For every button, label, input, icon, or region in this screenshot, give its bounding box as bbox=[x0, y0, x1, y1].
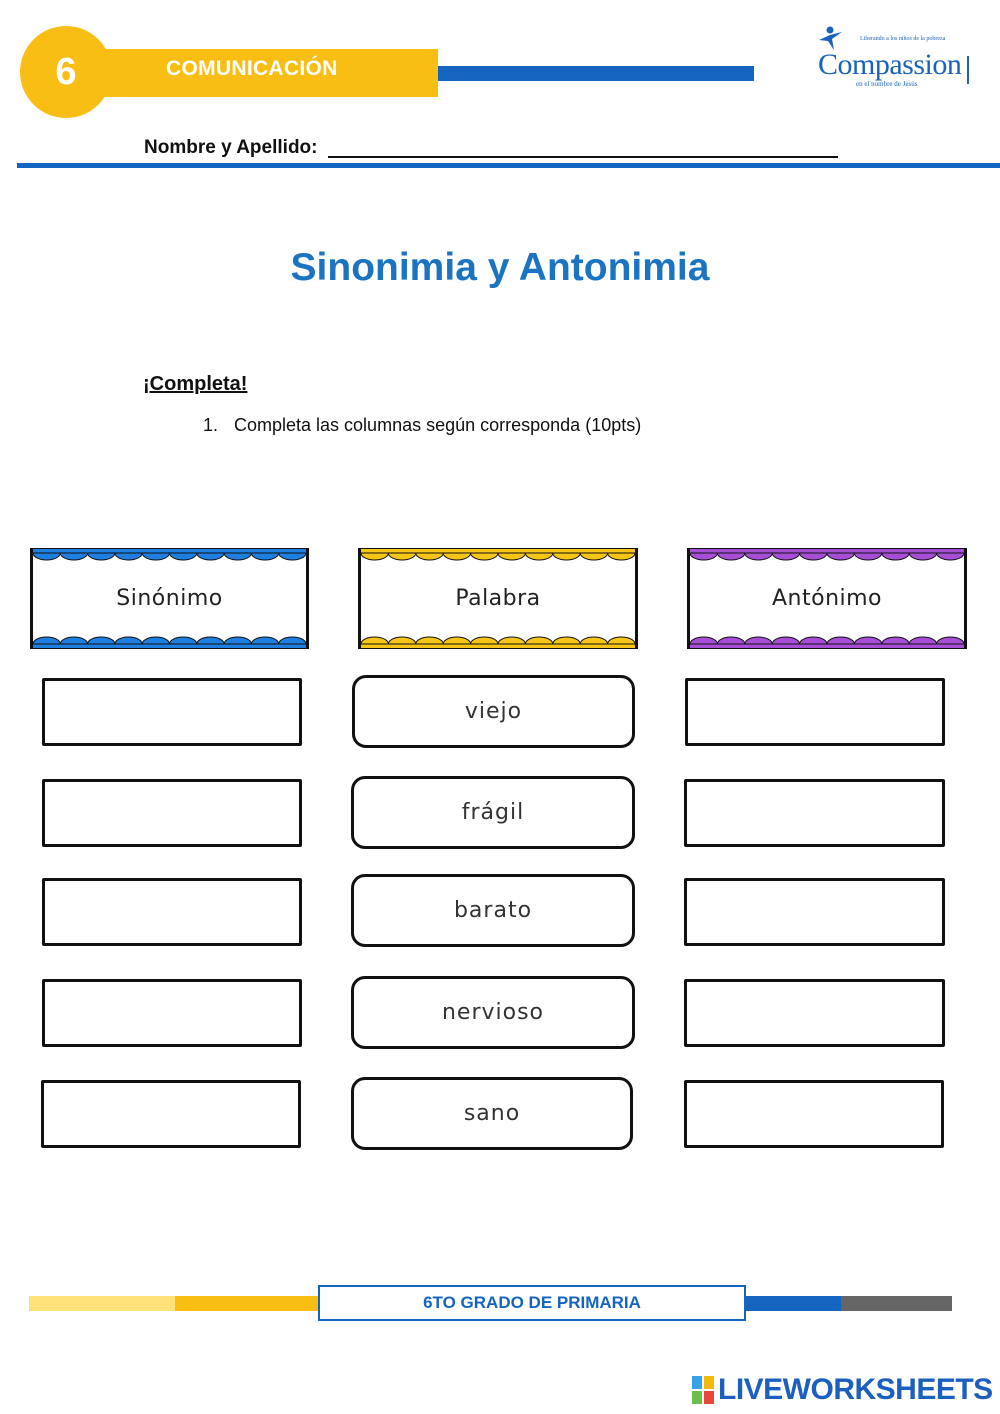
grade-badge: 6 bbox=[20, 26, 112, 118]
synonym-answer-box[interactable] bbox=[42, 878, 302, 946]
compassion-logo bbox=[790, 26, 980, 92]
page-title: Sinonimia y Antonimia bbox=[290, 246, 710, 289]
scallop-top-decoration bbox=[33, 549, 306, 563]
scallop-top-decoration bbox=[690, 549, 964, 563]
word-box: sano bbox=[351, 1077, 633, 1150]
liveworksheets-logo bbox=[692, 1372, 993, 1408]
logo-tagline: Liberando a los niños de la pobreza bbox=[860, 36, 946, 42]
word-header-label: Palabra bbox=[455, 586, 541, 611]
synonym-answer-box[interactable] bbox=[41, 1080, 301, 1148]
logo-subtitle: en el nombre de Jesús bbox=[856, 80, 918, 88]
antonym-answer-box[interactable] bbox=[684, 979, 945, 1047]
scallop-bottom-decoration bbox=[690, 634, 964, 648]
antonym-header bbox=[687, 548, 967, 649]
antonym-answer-box[interactable] bbox=[684, 779, 945, 847]
footer-bar-light-yellow bbox=[29, 1296, 175, 1311]
word-box: barato bbox=[351, 874, 635, 947]
scallop-bottom-decoration bbox=[361, 634, 635, 648]
instruction-text: Completa las columnas según corresponda (10pts) bbox=[234, 415, 642, 435]
footer-bar-gray bbox=[841, 1296, 952, 1311]
scallop-bottom-decoration bbox=[33, 634, 306, 648]
grade-label: 6TO GRADO DE PRIMARIA bbox=[318, 1285, 746, 1321]
antonym-answer-box[interactable] bbox=[684, 1080, 944, 1148]
instruction-number: 1. bbox=[203, 415, 219, 435]
liveworksheets-icon bbox=[692, 1376, 714, 1404]
synonym-answer-box[interactable] bbox=[42, 979, 302, 1047]
name-input-line[interactable] bbox=[328, 156, 838, 158]
synonym-answer-box[interactable] bbox=[42, 678, 302, 746]
footer-bar-yellow bbox=[175, 1296, 320, 1311]
antonym-answer-box[interactable] bbox=[684, 878, 945, 946]
name-label: Nombre y Apellido: bbox=[144, 137, 318, 158]
synonym-header bbox=[30, 548, 309, 649]
scallop-top-decoration bbox=[361, 549, 635, 563]
antonym-answer-box[interactable] bbox=[685, 678, 945, 746]
word-box: frágil bbox=[351, 776, 635, 849]
logo-divider bbox=[967, 56, 969, 84]
section-heading: ¡Completa! bbox=[143, 373, 248, 395]
header-divider bbox=[17, 163, 1000, 168]
word-header bbox=[358, 548, 638, 649]
subject-label: COMUNICACIÓN bbox=[166, 57, 338, 80]
synonym-header-label: Sinónimo bbox=[116, 586, 223, 611]
footer-bar-blue bbox=[744, 1296, 841, 1311]
instruction bbox=[203, 415, 641, 436]
antonym-header-label: Antónimo bbox=[771, 586, 883, 611]
liveworksheets-wordmark: LIVEWORKSHEETS bbox=[718, 1373, 993, 1406]
header-accent-bar bbox=[438, 66, 754, 81]
logo-wordmark: Compassion bbox=[818, 48, 962, 81]
word-box: viejo bbox=[352, 675, 635, 748]
word-box: nervioso bbox=[351, 976, 635, 1049]
synonym-answer-box[interactable] bbox=[42, 779, 302, 847]
